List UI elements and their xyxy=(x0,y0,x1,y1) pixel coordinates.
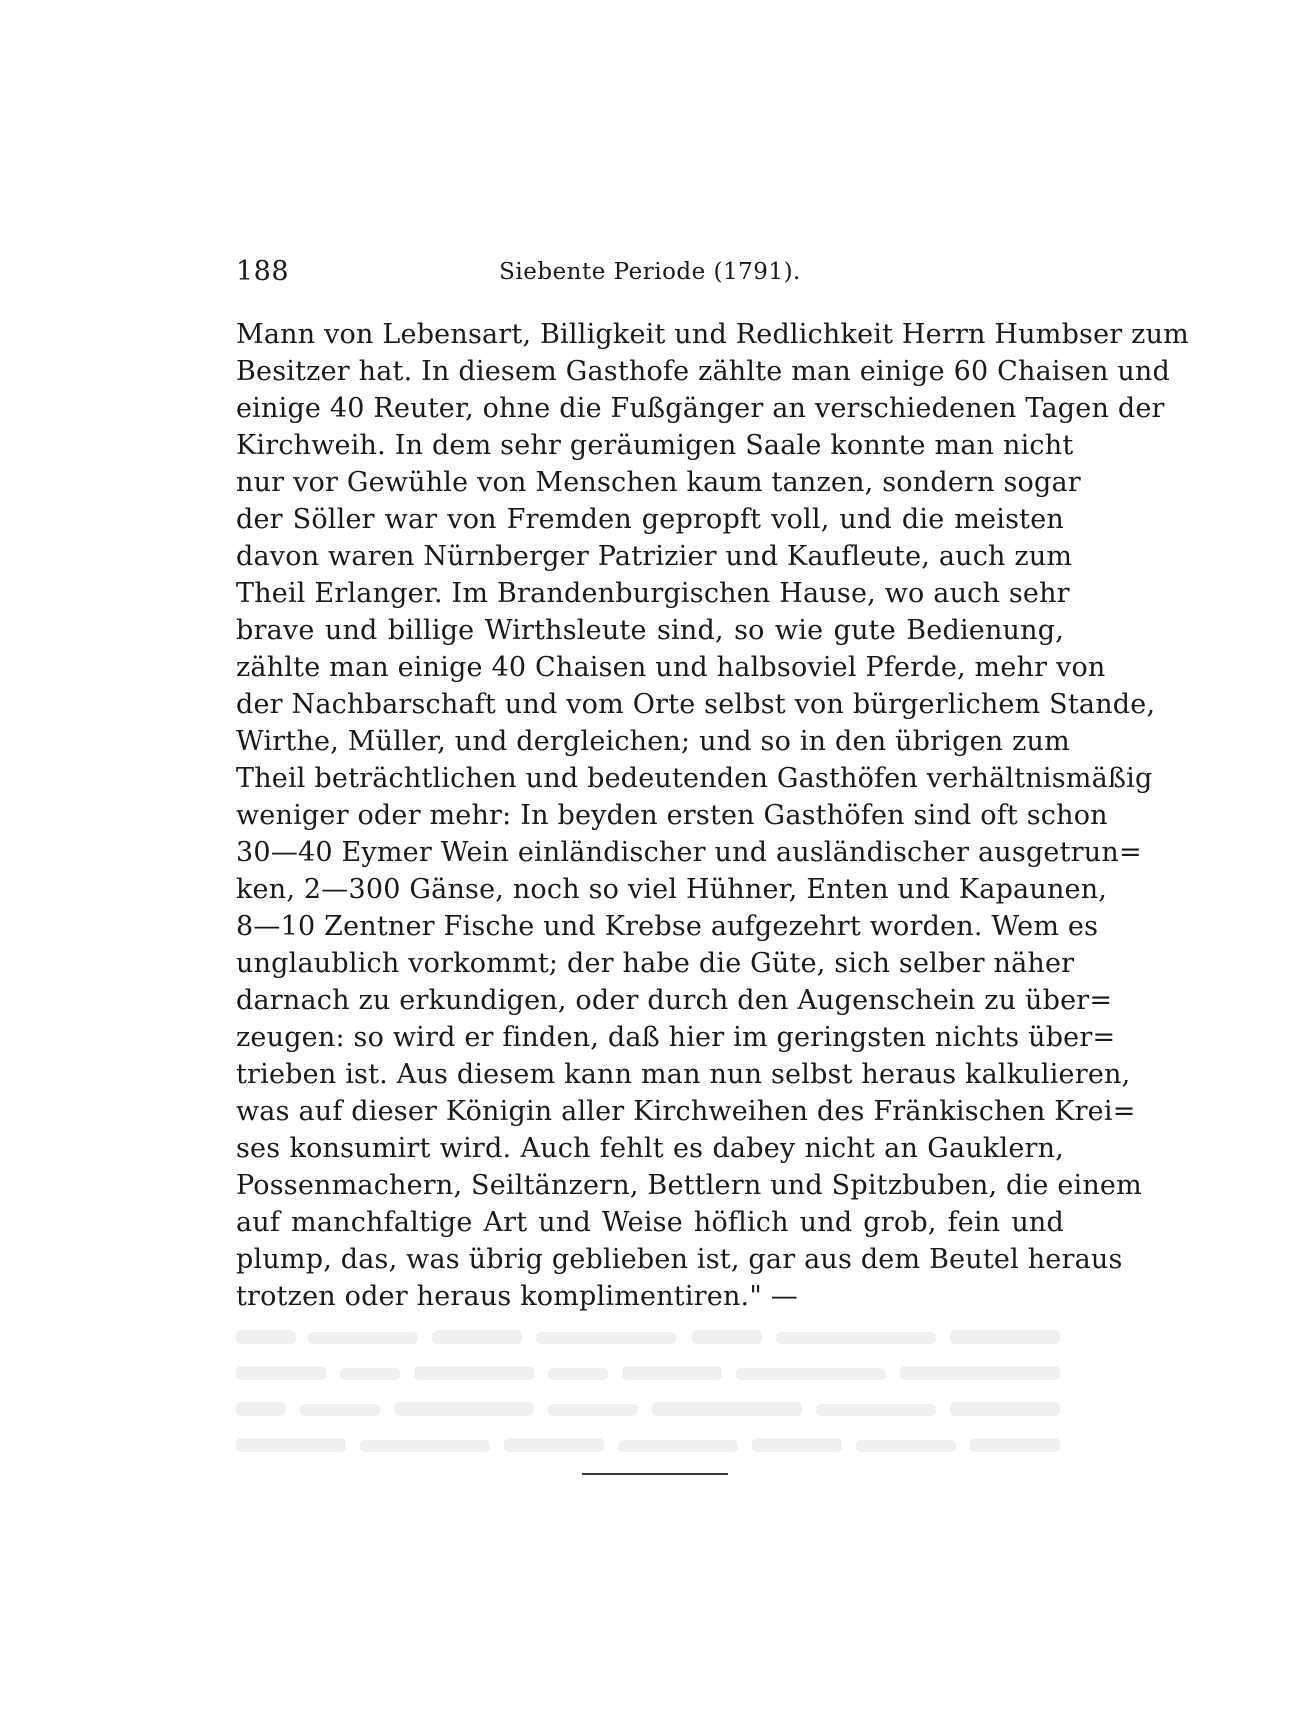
text-line: Theil beträchtlichen und bedeutenden Gasthöfen verhältnismäßig xyxy=(236,763,1153,794)
text-line: brave und billige Wirthsleute sind, so wie gute Bedienung, xyxy=(236,615,1064,646)
text-line: trotzen oder heraus komplimentiren." — xyxy=(236,1281,798,1312)
text-line: unglaublich vorkommt; der habe die Güte, sich selber näher xyxy=(236,948,1075,979)
text-line: weniger oder mehr: In beyden ersten Gasthöfen sind oft schon xyxy=(236,800,1108,831)
text-line: zählte man einige 40 Chaisen und halbsoviel Pferde, mehr von xyxy=(236,652,1106,683)
closing-rule xyxy=(582,1473,728,1475)
text-line: darnach zu erkundigen, oder durch den Augenschein zu über= xyxy=(236,985,1113,1016)
body-text xyxy=(236,316,1189,1315)
text-line: plump, das, was übrig geblieben ist, gar aus dem Beutel heraus xyxy=(236,1244,1123,1275)
text-line: ses konsumirt wird. Auch fehlt es dabey nicht an Gauklern, xyxy=(236,1133,1064,1164)
text-line: davon waren Nürnberger Patrizier und Kaufleute, auch zum xyxy=(236,541,1073,572)
show-through-texture xyxy=(236,1322,1064,1472)
text-line: 8—10 Zentner Fische und Krebse aufgezehrt worden. Wem es xyxy=(236,911,1099,942)
text-line: 30—40 Eymer Wein einländischer und ausländischer ausgetrun= xyxy=(236,837,1142,868)
text-line: nur vor Gewühle von Menschen kaum tanzen, sondern sogar xyxy=(236,467,1081,498)
text-line: einige 40 Reuter, ohne die Fußgänger an verschiedenen Tagen der xyxy=(236,393,1165,424)
text-line: ken, 2—300 Gänse, noch so viel Hühner, Enten und Kapaunen, xyxy=(236,874,1108,905)
text-line: Possenmachern, Seiltänzern, Bettlern und Spitzbuben, die einem xyxy=(236,1170,1142,1201)
running-head: Siebente Periode (1791). xyxy=(499,259,801,285)
text-line: Mann von Lebensart, Billigkeit und Redlichkeit Herrn Humbser zum xyxy=(236,319,1189,350)
text-line: Kirchweih. In dem sehr geräumigen Saale konnte man nicht xyxy=(236,430,1074,461)
text-line: was auf dieser Königin aller Kirchweihen des Fränkischen Krei= xyxy=(236,1096,1136,1127)
text-line: auf manchfaltige Art und Weise höflich und grob, fein und xyxy=(236,1207,1064,1238)
text-line: Wirthe, Müller, und dergleichen; und so in den übrigen zum xyxy=(236,726,1070,757)
text-line: Theil Erlanger. Im Brandenburgischen Hause, wo auch sehr xyxy=(236,578,1070,609)
text-line: Besitzer hat. In diesem Gasthofe zählte man einige 60 Chaisen und xyxy=(236,356,1170,387)
page-header xyxy=(236,256,1064,296)
page-number: 188 xyxy=(236,256,290,287)
text-line: trieben ist. Aus diesem kann man nun selbst heraus kalkulieren, xyxy=(236,1059,1131,1090)
text-line: der Söller war von Fremden gepropft voll, und die meisten xyxy=(236,504,1064,535)
text-line: zeugen: so wird er finden, daß hier im geringsten nichts über= xyxy=(236,1022,1116,1053)
text-line: der Nachbarschaft und vom Orte selbst von bürgerlichem Stande, xyxy=(236,689,1156,720)
